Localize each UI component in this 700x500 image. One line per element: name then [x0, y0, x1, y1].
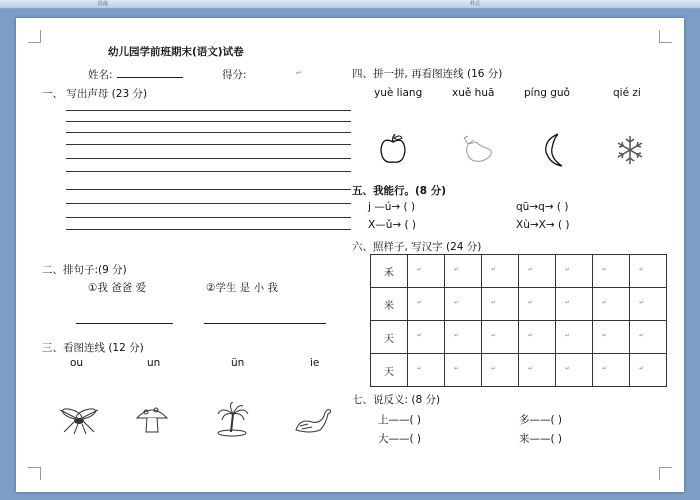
q4-heading: 四、拼一拼, 再看图连线 (16 分) [352, 68, 503, 80]
writing-line [66, 132, 351, 133]
grid-cell[interactable]: ↵ [556, 354, 593, 387]
q2-heading: 二、排句子:(9 分) [42, 264, 127, 276]
grid-cell[interactable]: ↵ [408, 255, 445, 288]
moon-icon [542, 132, 566, 168]
grid-cell[interactable]: ↵ [519, 354, 556, 387]
grid-cell[interactable]: ↵ [593, 354, 630, 387]
q5-item-3: X—ǔ→ ( ) [368, 219, 417, 231]
final-ie: ie [310, 357, 320, 369]
writing-line [66, 229, 351, 230]
grid-cell[interactable]: ↵ [482, 354, 519, 387]
q5-item-4: Xù→X→ ( ) [516, 219, 570, 231]
q5-item-1: j —ú→ ( ) [368, 201, 416, 213]
grid-cell[interactable]: ↵ [482, 321, 519, 354]
writing-line [66, 158, 351, 159]
crop-mark-bottom-right [659, 467, 672, 480]
grid-model-char: 天 [371, 354, 408, 387]
q2-item-1: ①我 爸爸 爱 [88, 282, 147, 294]
grid-cell[interactable]: ↵ [482, 288, 519, 321]
score-label: 得分: [222, 69, 247, 81]
writing-line [66, 110, 351, 111]
eggplant-icon [460, 134, 496, 166]
antonym-come: 来——( ) [519, 433, 563, 445]
mosquito-icon [56, 404, 102, 436]
q6-heading: 六、照样子, 写汉字 (24 分) [352, 241, 482, 253]
ribbon-bar [0, 0, 700, 9]
final-un: un [147, 357, 161, 369]
grid-cell[interactable]: ↵ [556, 255, 593, 288]
antonym-up: 上——( ) [378, 414, 422, 426]
grid-cell[interactable]: ↵ [519, 288, 556, 321]
grid-cell[interactable]: ↵ [408, 321, 445, 354]
writing-line [66, 144, 351, 145]
name-label: 姓名: [88, 69, 113, 81]
pinyin-pingguo: píng guǒ [524, 87, 570, 99]
q1-heading: 一、 写出声母 (23 分) [42, 88, 148, 100]
grid-cell[interactable]: ↵ [593, 321, 630, 354]
pinyin-xuehua: xuě huā [452, 87, 495, 99]
writing-line [66, 171, 351, 172]
name-blank[interactable] [117, 77, 183, 78]
grid-cell[interactable]: ↵ [630, 255, 667, 288]
grid-cell[interactable]: ↵ [519, 255, 556, 288]
ribbon-group-paragraph[interactable]: 段落 [98, 1, 109, 7]
grid-cell[interactable]: ↵ [408, 288, 445, 321]
q6-writing-grid [370, 254, 667, 387]
writing-line [66, 189, 351, 190]
grid-row [371, 255, 667, 288]
snowflake-icon [614, 134, 646, 166]
final-ou: ou [70, 357, 84, 369]
grid-row [371, 321, 667, 354]
pinyin-qiezi: qié zi [613, 87, 641, 99]
grid-cell[interactable]: ↵ [445, 255, 482, 288]
document-page[interactable] [16, 18, 684, 492]
crop-mark-bottom-left [28, 467, 41, 480]
antonym-big: 大——( ) [378, 433, 422, 445]
grid-cell[interactable]: ↵ [593, 288, 630, 321]
goose-icon [290, 404, 334, 436]
q5-heading: 五、我能行。(8 分) [352, 185, 447, 197]
palm-tree-icon [216, 402, 250, 438]
q7-heading: 七、说反义: (8 分) [352, 394, 441, 406]
grid-model-char: 米 [371, 288, 408, 321]
q2-answer-line-1[interactable] [76, 323, 173, 324]
q2-item-2: ②学生 是 小 我 [206, 282, 278, 294]
apple-icon [378, 134, 408, 166]
grid-row [371, 288, 667, 321]
grid-model-char: 禾 [371, 255, 408, 288]
name-row [88, 67, 183, 82]
writing-line [66, 121, 351, 122]
grid-cell[interactable]: ↵ [630, 321, 667, 354]
writing-line [66, 217, 351, 218]
grid-cell[interactable]: ↵ [445, 321, 482, 354]
grid-cell[interactable]: ↵ [519, 321, 556, 354]
grid-cell[interactable]: ↵ [630, 288, 667, 321]
grid-cell[interactable]: ↵ [408, 354, 445, 387]
grid-cell[interactable]: ↵ [482, 255, 519, 288]
grid-cell[interactable]: ↵ [556, 321, 593, 354]
writing-line [66, 203, 351, 204]
grid-cell[interactable]: ↵ [445, 354, 482, 387]
antonym-many: 多——( ) [519, 414, 563, 426]
q3-heading: 三、看图连线 (12 分) [42, 342, 144, 354]
grid-cell[interactable]: ↵ [556, 288, 593, 321]
q2-answer-line-2[interactable] [204, 323, 326, 324]
q5-item-2: qū→q→ ( ) [516, 201, 569, 213]
mushroom-icon [134, 402, 170, 436]
grid-cell[interactable]: ↵ [593, 255, 630, 288]
grid-row [371, 354, 667, 387]
final-v-un: ün [231, 357, 245, 369]
paragraph-mark: ↵ [296, 69, 302, 77]
crop-mark-top-left [28, 30, 41, 43]
ribbon-group-styles[interactable]: 样式 [470, 1, 481, 7]
pinyin-yueliang: yuè liang [374, 87, 423, 99]
grid-model-char: 天 [371, 321, 408, 354]
exam-title: 幼儿园学前班期末(语文)试卷 [108, 46, 244, 58]
grid-cell[interactable]: ↵ [630, 354, 667, 387]
grid-cell[interactable]: ↵ [445, 288, 482, 321]
crop-mark-top-right [659, 30, 672, 43]
